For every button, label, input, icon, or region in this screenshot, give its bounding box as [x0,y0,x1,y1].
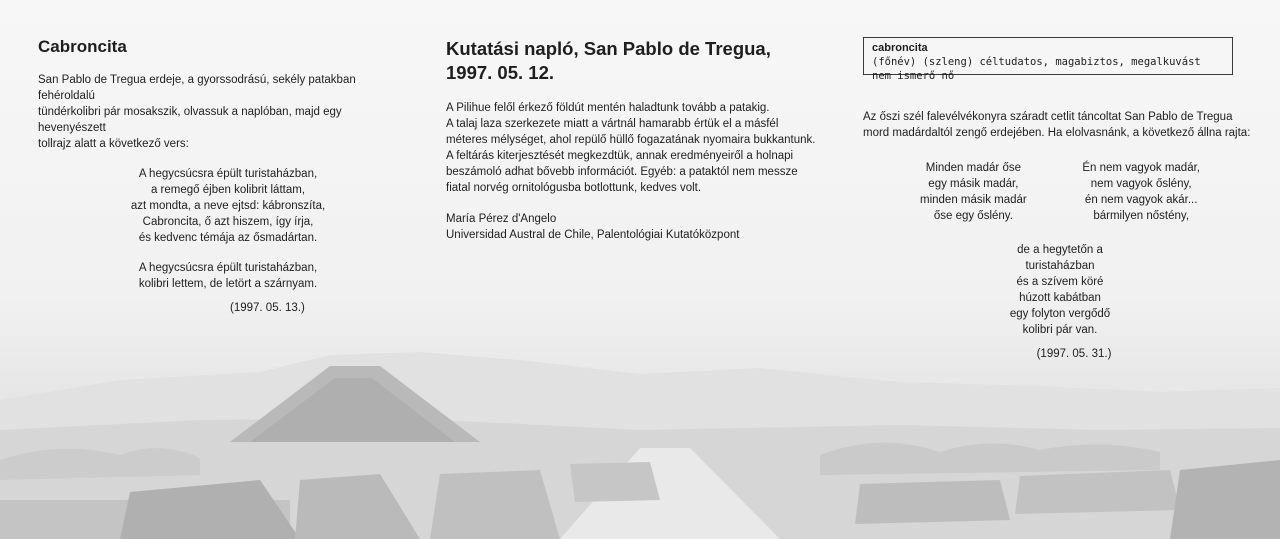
poem-line: én nem vagyok akár... [1084,194,1198,206]
left-date: (1997. 05. 13.) [230,302,305,314]
journal-line: beszámoló adhat bővebb információt. Egyéb: a pataktól nem messze [446,166,798,178]
right-intro [863,109,1263,141]
right-date: (1997. 05. 31.) [1036,348,1112,360]
poem-stanza-c [960,242,1160,362]
right-poem-row [920,160,1200,224]
poem-line: és a szívem köré [1016,276,1104,288]
poem-line: Cabroncita, ő azt hiszem, így írja, [142,216,314,228]
poem-line: Minden madár őse [925,162,1021,174]
signature-affiliation: Universidad Austral de Chile, Palentológiai Kutatóközpont [446,229,740,241]
right-intro-line: Az őszi szél falevélvékonyra száradt cetlit táncoltat San Pablo de Tregua [863,111,1233,123]
poem-line: egy folyton vergődő [1009,308,1111,320]
poem-line: egy másik madár, [928,178,1019,190]
signature-name: María Pérez d'Angelo [446,213,557,225]
poem-line: A hegycsúcsra épült turistaházban, [138,168,318,180]
poem-line: A hegycsúcsra épült turistaházban, [138,262,318,274]
right-intro-line: mord madárdaltól zengő erdejében. Ha elolvasnánk, a következő állna rajta: [863,127,1251,139]
poem-line: őse egy őslény. [933,210,1013,222]
journal-line: méteres mélységet, ahol repülő hüllő fogazatának nyomaira bukkantunk. [446,134,816,146]
left-intro-line: tollrajz alatt a következő vers: [38,138,189,150]
journal-line: fiatal norvég ornitológusba botlottunk, kedves volt. [446,182,702,194]
poem-line: kolibri pár van. [1022,324,1098,336]
definition-box [863,37,1233,82]
poem-stanza-1 [33,166,423,246]
left-title: Cabroncita [38,37,127,56]
poem-line: turistaházban [1025,260,1095,272]
poem-line: kolibri lettem, de letört a szárnyam. [138,278,318,290]
poem-line: a remegő éjben kolibrit láttam, [150,184,306,196]
poem-stanza-a [920,160,1027,224]
poem-line: nem vagyok őslény, [1090,178,1192,190]
journal-line: A talaj laza szerkezete miatt a vártnál hamarabb értük el a másfél [446,118,779,130]
poem-stanza-b [1082,160,1200,224]
journal-line: A feltárás kiterjesztését megkezdtük, annak eredményeiről a holnapi [446,150,794,162]
left-column [38,37,398,316]
definition-term: cabroncita [872,42,928,54]
middle-column [446,37,846,243]
poem-line: Én nem vagyok madár, [1082,162,1200,174]
poem-stanza-2 [33,260,423,292]
poem-line: de a hegytetőn a [1017,244,1103,256]
poem-line: azt mondta, a neve ejtsd: kábronszíta, [130,200,326,212]
poem-line: húzott kabátban [1019,292,1101,304]
poem-line: bármilyen nőstény, [1093,210,1190,222]
left-intro-line: tündérkolibri pár mosakszik, olvassuk a naplóban, majd egy hevenyészett [38,106,342,134]
middle-title-line-1: Kutatási napló, San Pablo de Tregua, [446,38,771,59]
left-intro-line: San Pablo de Tregua erdeje, a gyorssodrású, sekély patakban fehéroldalú [38,74,356,102]
journal-line: A Pilihue felől érkező földút mentén haladtunk tovább a patakig. [446,102,770,114]
middle-title-line-2: 1997. 05. 12. [446,62,555,83]
poem-line: és kedvenc témája az ősmadártan. [138,232,318,244]
poem-line: minden másik madár [920,194,1027,206]
definition-text: (főnév) (szleng) céltudatos, magabiztos, megalkuvást nem ismerő nő [872,56,1201,82]
